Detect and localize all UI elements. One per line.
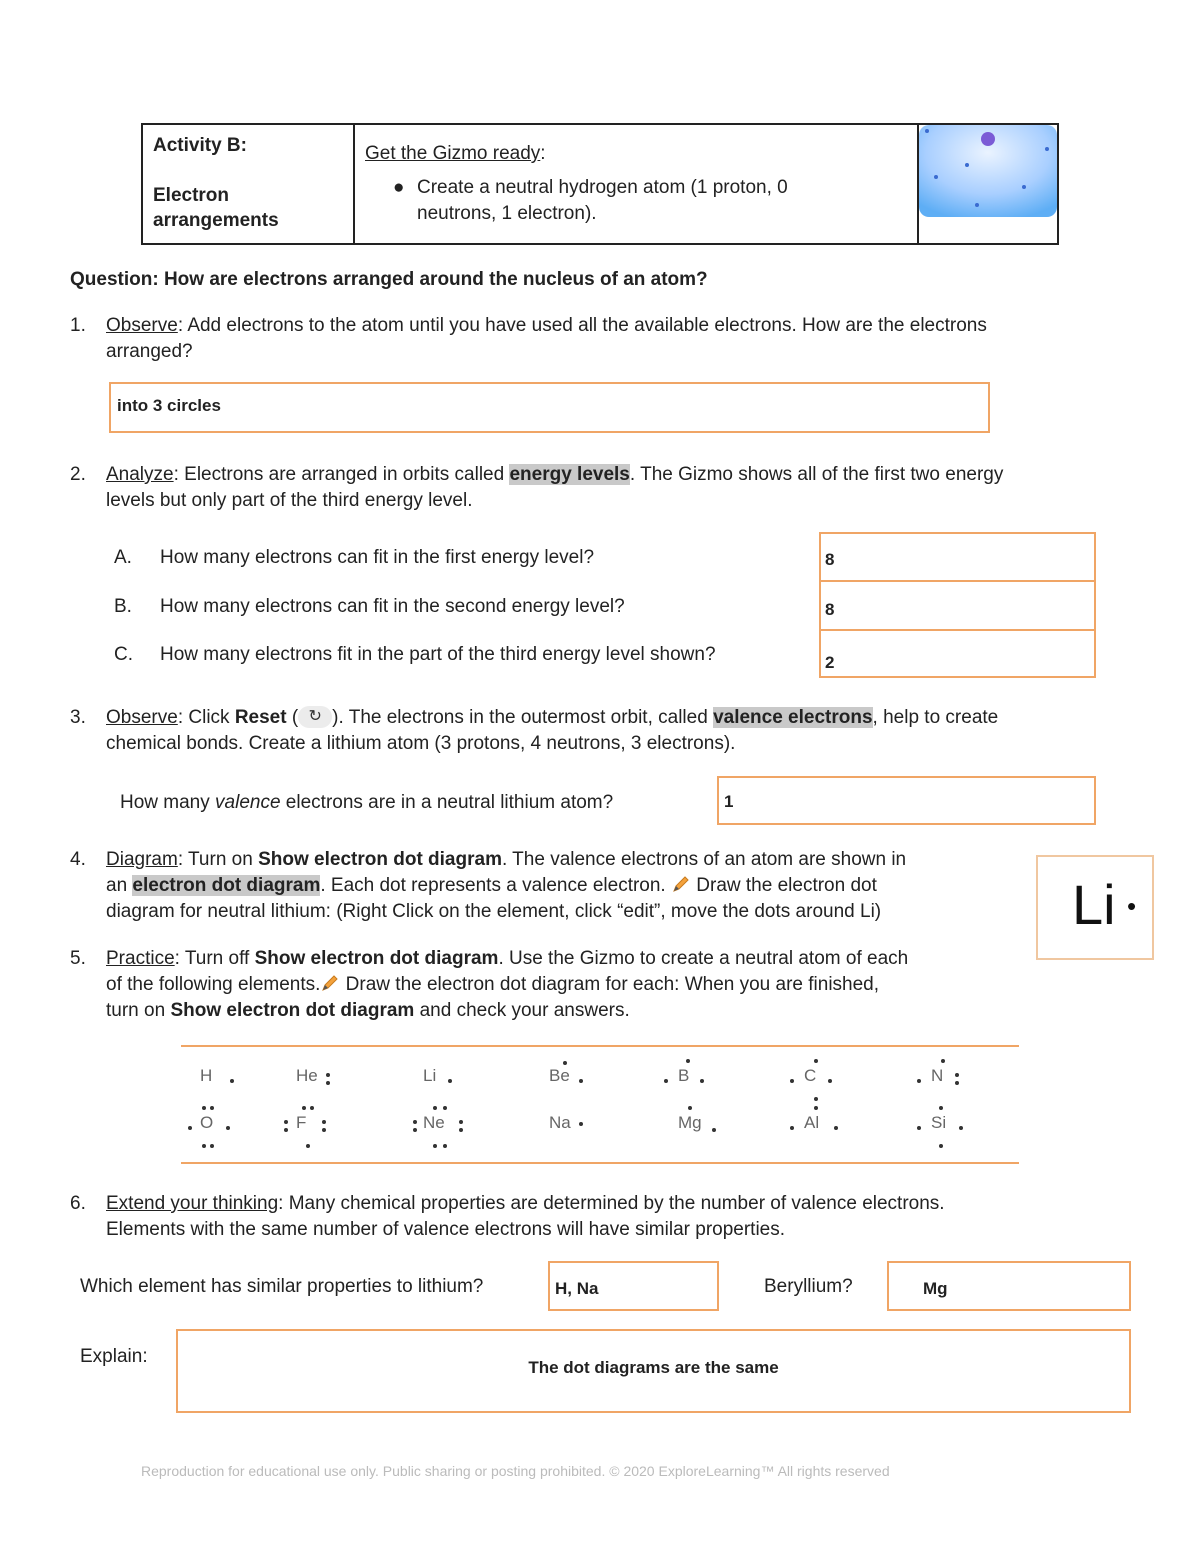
- electron-dot[interactable]: [202, 1106, 206, 1110]
- reset-icon: ↻: [298, 706, 332, 728]
- electron-dot[interactable]: [459, 1128, 463, 1132]
- gizmo-bullet: [365, 177, 917, 225]
- q5-number: 5.: [70, 948, 86, 969]
- li-dot-diagram-box[interactable]: [1036, 855, 1154, 960]
- element-mg-dot-diagram[interactable]: [678, 1113, 702, 1133]
- electron-dot[interactable]: [917, 1126, 921, 1130]
- electron-dot[interactable]: [226, 1126, 230, 1130]
- electron-dot[interactable]: [443, 1106, 447, 1110]
- pencil-icon: [320, 973, 340, 993]
- explain-answer-box[interactable]: The dot diagrams are the same: [176, 1329, 1131, 1413]
- element-ne-dot-diagram[interactable]: [423, 1113, 445, 1133]
- electron-dot[interactable]: [306, 1144, 310, 1148]
- electron-dot[interactable]: [664, 1079, 668, 1083]
- q4-line2-end: Draw the electron dot: [691, 875, 877, 896]
- q4-text: [106, 847, 1036, 925]
- q1-answer-box[interactable]: into 3 circles: [109, 382, 990, 433]
- q2-post: . The Gizmo shows all of the first two energy: [629, 464, 1004, 485]
- q3-number: 3.: [70, 707, 86, 728]
- electron-dot[interactable]: [814, 1106, 818, 1110]
- element-symbol: Be: [549, 1066, 570, 1085]
- element-symbol: C: [804, 1066, 817, 1085]
- q2-number: 2.: [70, 464, 86, 485]
- electron-dot[interactable]: [790, 1079, 794, 1083]
- q4-pre: : Turn on: [177, 849, 259, 870]
- electron-dot[interactable]: [828, 1079, 832, 1083]
- q1-line2: arranged?: [106, 341, 193, 362]
- electron-dot[interactable]: [433, 1144, 437, 1148]
- element-be-dot-diagram[interactable]: [549, 1066, 570, 1086]
- li-symbol: Li: [1072, 873, 1116, 936]
- bullet-line2: neutrons, 1 electron).: [417, 203, 597, 224]
- q3-line2: chemical bonds. Create a lithium atom (3 protons, 4 neutrons, 3 electrons).: [106, 733, 736, 754]
- q5-bold: Show electron dot diagram: [254, 948, 499, 969]
- electron-dot[interactable]: [688, 1106, 692, 1110]
- q5-pre: : Turn off: [174, 948, 255, 969]
- electron-dot[interactable]: [326, 1081, 330, 1085]
- beryllium-prompt: Beryllium?: [764, 1276, 853, 1297]
- bullet-line1: Create a neutral hydrogen atom (1 proton, 0: [417, 177, 788, 198]
- gizmo-ready-colon: :: [540, 143, 546, 164]
- element-symbol: He: [296, 1066, 318, 1085]
- main-question: Question: How are electrons arranged around the nucleus of an atom?: [70, 269, 708, 290]
- electron-dot[interactable]: [310, 1106, 314, 1110]
- q3-pre: : Click: [177, 707, 235, 728]
- activity-label: Activity B:: [153, 135, 247, 156]
- electron-dot[interactable]: [448, 1079, 452, 1083]
- q2a-text: How many electrons can fit in the first energy level?: [160, 547, 595, 568]
- q3-prompt-italic: valence: [215, 792, 281, 813]
- element-symbol: H: [200, 1066, 213, 1085]
- q3-answer-box[interactable]: 1: [717, 776, 1096, 825]
- atom-gizmo-image: [919, 125, 1057, 217]
- electron-dot[interactable]: [443, 1144, 447, 1148]
- q3-reset: Reset: [234, 707, 287, 728]
- electron-dot[interactable]: [814, 1059, 818, 1063]
- element-li-dot-diagram[interactable]: [423, 1066, 436, 1086]
- element-symbol: Na: [549, 1113, 571, 1132]
- element-symbol: Al: [804, 1113, 820, 1132]
- activity-header-table: [141, 123, 1059, 245]
- electron-dot[interactable]: [941, 1059, 945, 1063]
- q6-line2: Elements with the same number of valence electrons will have similar properties.: [106, 1219, 786, 1240]
- element-symbol: O: [200, 1113, 214, 1132]
- gizmo-ready-heading: Get the Gizmo ready: [365, 143, 541, 164]
- q5-line3-post: and check your answers.: [414, 1000, 630, 1021]
- element-al-dot-diagram[interactable]: [804, 1113, 819, 1133]
- atom-image-cell: [918, 124, 1058, 244]
- q2a-letter: A.: [114, 547, 132, 568]
- pencil-icon: [671, 874, 691, 894]
- q2a-answer-box[interactable]: 8: [819, 532, 1096, 582]
- electron-dot[interactable]: [413, 1128, 417, 1132]
- element-symbol: Li: [423, 1066, 437, 1085]
- lithium-answer-box[interactable]: H, Na: [548, 1261, 719, 1311]
- element-symbol: F: [296, 1113, 307, 1132]
- electron-dot[interactable]: [202, 1144, 206, 1148]
- electron-dot[interactable]: [939, 1106, 943, 1110]
- element-c-dot-diagram[interactable]: [804, 1066, 816, 1086]
- element-b-dot-diagram[interactable]: [678, 1066, 689, 1086]
- q4-post: . The valence electrons of an atom are shown in: [501, 849, 907, 870]
- electron-dot[interactable]: [230, 1079, 234, 1083]
- element-he-dot-diagram[interactable]: [296, 1066, 318, 1086]
- q5-line2-post: Draw the electron dot diagram for each: When you are finished,: [340, 974, 880, 995]
- electron-dot[interactable]: [790, 1126, 794, 1130]
- element-o-dot-diagram[interactable]: [200, 1113, 213, 1133]
- q5-line3-bold: Show electron dot diagram: [170, 1000, 415, 1021]
- q2b-letter: B.: [114, 596, 132, 617]
- q6-number: 6.: [70, 1193, 86, 1214]
- electron-dot[interactable]: [959, 1126, 963, 1130]
- q2-pre: : Electrons are arranged in orbits called: [173, 464, 510, 485]
- q3-prompt: [120, 792, 613, 814]
- q3-mid: ). The electrons in the outermost orbit, called: [332, 707, 714, 728]
- element-si-dot-diagram[interactable]: [931, 1113, 946, 1133]
- q4-line2-pre: an: [106, 875, 133, 896]
- q4-bold: Show electron dot diagram: [258, 849, 502, 870]
- q1-number: 1.: [70, 315, 86, 336]
- q4-line2-post: . Each dot represents a valence electron.: [320, 875, 671, 896]
- element-n-dot-diagram[interactable]: [931, 1066, 943, 1086]
- electron-dot[interactable]: [939, 1144, 943, 1148]
- electron-dot[interactable]: [188, 1126, 192, 1130]
- li-dot: •: [1127, 891, 1137, 921]
- q5-label: Practice: [106, 948, 175, 969]
- element-symbol: Si: [931, 1113, 947, 1132]
- q2c-letter: C.: [114, 644, 133, 665]
- q4-line3: diagram for neutral lithium: (Right Click on the element, click “edit”, move the dots around Li): [106, 901, 882, 922]
- activity-title-line1: Electron: [153, 185, 230, 206]
- electron-dot[interactable]: [579, 1122, 583, 1126]
- q2-line2: levels but only part of the third energy level.: [106, 490, 473, 511]
- electron-dot[interactable]: [322, 1120, 326, 1124]
- electron-dot[interactable]: [210, 1144, 214, 1148]
- q6-line1: : Many chemical properties are determined by the number of valence electrons.: [278, 1193, 945, 1214]
- electron-dot[interactable]: [955, 1081, 959, 1085]
- element-symbol: Ne: [423, 1113, 445, 1132]
- dot-table-top-border: [181, 1045, 1019, 1047]
- q6-label: Extend your thinking: [106, 1193, 279, 1214]
- electron-dot[interactable]: [563, 1061, 567, 1065]
- bullet-dot: ●: [393, 177, 405, 198]
- element-symbol: N: [931, 1066, 944, 1085]
- q2c-text: How many electrons fit in the part of the third energy level shown?: [160, 644, 716, 665]
- element-symbol: Mg: [678, 1113, 702, 1132]
- q3-prompt-post: electrons are in a neutral lithium atom?: [280, 792, 614, 813]
- electron-dot[interactable]: [955, 1073, 959, 1077]
- electron-dot[interactable]: [712, 1128, 716, 1132]
- q2c-answer-box[interactable]: 2: [819, 629, 1096, 678]
- q1-text: [106, 313, 1166, 365]
- electron-dot[interactable]: [814, 1097, 818, 1101]
- lithium-prompt: Which element has similar properties to lithium?: [80, 1276, 484, 1297]
- electron-dot[interactable]: [322, 1128, 326, 1132]
- q4-highlight: electron dot diagram: [132, 875, 321, 896]
- q1-line1: : Add electrons to the atom until you have used all the available electrons. How are the electrons: [177, 315, 987, 336]
- activity-title-line2: arrangements: [153, 210, 279, 231]
- beryllium-answer-box[interactable]: Mg: [887, 1261, 1131, 1311]
- element-h-dot-diagram[interactable]: [200, 1066, 212, 1086]
- element-f-dot-diagram[interactable]: [296, 1113, 306, 1133]
- electron-dot[interactable]: [917, 1079, 921, 1083]
- q3-prompt-pre: How many: [120, 792, 216, 813]
- gizmo-ready-cell: [354, 124, 918, 244]
- activity-title-cell: [142, 124, 354, 244]
- q3-text: [106, 705, 1176, 757]
- electron-dot[interactable]: [700, 1079, 704, 1083]
- q3-label: Observe: [106, 707, 178, 728]
- q3-post: , help to create: [872, 707, 999, 728]
- q4-number: 4.: [70, 849, 86, 870]
- electron-dot[interactable]: [433, 1106, 437, 1110]
- q5-line3-pre: turn on: [106, 1000, 171, 1021]
- explain-label: Explain:: [80, 1346, 148, 1367]
- element-na-dot-diagram[interactable]: [549, 1113, 571, 1133]
- electron-dot[interactable]: [834, 1126, 838, 1130]
- electron-dot[interactable]: [686, 1059, 690, 1063]
- q2-label: Analyze: [106, 464, 174, 485]
- q2b-answer-box[interactable]: 8: [819, 580, 1096, 631]
- q5-text: [106, 946, 1036, 1024]
- electron-dot[interactable]: [459, 1120, 463, 1124]
- q1-label: Observe: [106, 315, 178, 336]
- q3-highlight: valence electrons: [713, 707, 873, 728]
- element-symbol: B: [678, 1066, 690, 1085]
- electron-dot[interactable]: [579, 1079, 583, 1083]
- dot-table-bottom-border: [181, 1162, 1019, 1164]
- footer-copyright: Reproduction for educational use only. Public sharing or posting prohibited. © 2020 ExploreLearning™ All rights reserved: [141, 1463, 890, 1479]
- q5-line2-pre: of the following elements.: [106, 974, 321, 995]
- q6-text: [106, 1191, 1176, 1243]
- electron-dot[interactable]: [326, 1073, 330, 1077]
- q3-paren-open: (: [286, 707, 299, 728]
- electron-dot[interactable]: [284, 1128, 288, 1132]
- q2b-text: How many electrons can fit in the second energy level?: [160, 596, 625, 617]
- electron-dot[interactable]: [284, 1120, 288, 1124]
- electron-dot[interactable]: [302, 1106, 306, 1110]
- electron-dot[interactable]: [413, 1120, 417, 1124]
- q2-highlight: energy levels: [509, 464, 630, 485]
- q2-text: [106, 462, 1166, 514]
- q4-label: Diagram: [106, 849, 178, 870]
- q5-post: . Use the Gizmo to create a neutral atom of each: [498, 948, 909, 969]
- electron-dot[interactable]: [210, 1106, 214, 1110]
